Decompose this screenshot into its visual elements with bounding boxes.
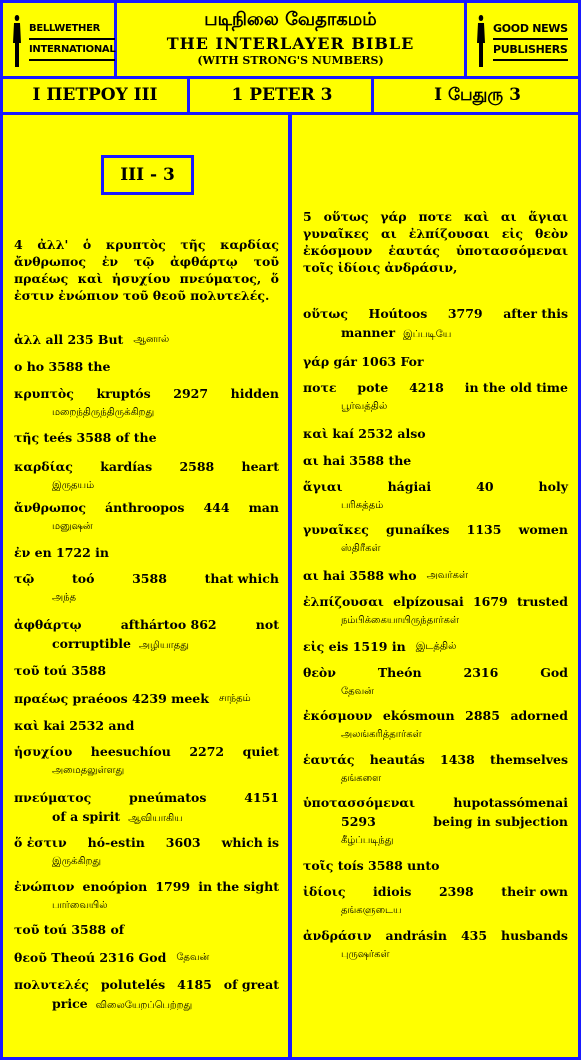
word-field: ἡσυχίου [14,744,73,759]
word-field: in the sight [198,879,279,894]
tamil-gloss: பரிசுத்தம் [341,500,384,511]
word-field: εἰς eis 1519 in [303,639,406,654]
tamil-gloss: அலங்கரித்தார்கள் [341,729,422,740]
tamil-gloss: ஸ்திரீகள் [341,543,381,554]
word-field: heart [241,459,279,474]
word-field: ἐλπίζουσαι [303,594,384,609]
left-logo-line1: BELLWETHER [29,19,115,40]
word-field: heesuchíou [90,744,171,759]
word-field: 2885 [465,708,500,723]
word-field: 3588 [132,571,167,586]
tamil-gloss: இப்படியே [403,329,452,340]
word-field: husbands [501,928,568,943]
word-field: in the old time [464,380,568,395]
title-english: THE INTERLAYER BIBLE [166,34,415,53]
book-row [3,79,578,115]
word-field: τοῦ toú 3588 of [14,922,125,937]
word-entry [303,637,568,656]
word-field: αι hai 3588 the [303,453,412,468]
word-field: πραέως praéoos 4239 meek [14,691,209,706]
word-field: καὶ kai 2532 and [14,718,135,733]
word-entry [14,384,279,422]
word-entry [303,304,568,344]
word-field: after this [503,306,568,321]
word-field: hó-estin [87,835,145,850]
word-field: ἅγιαι [303,479,343,494]
word-entry [303,750,568,788]
word-entry [303,706,568,744]
word-field: pote [357,380,389,395]
word-field: ἀφθάρτῳ [14,617,82,632]
word-field: 4151 [244,790,279,805]
word-field: themselves [489,752,568,767]
word-field: hidden [230,386,279,401]
tamil-gloss: தேவன் [341,686,374,697]
word-field: heautás [369,752,425,767]
tamil-gloss: கீழ்ப்படிந்து [341,835,394,846]
word-field: τοῦ toú 3588 [14,663,107,678]
word-field: ἐν en 1722 in [14,545,109,560]
tamil-gloss: இருதயம் [52,480,95,491]
word-entry [303,592,568,630]
meaning-continued: manner [341,325,396,340]
word-field: κρυπτὸς [14,386,74,401]
tamil-gloss: இடத்தில் [415,641,457,652]
bellwether-logo [3,3,117,79]
tamil-gloss: சாந்தம் [218,693,251,704]
word-field: women [518,522,568,537]
word-entry [303,424,568,443]
title-tamil: படிநிலை வேதாகமம் [204,9,377,30]
word-field: being in subjection [433,814,568,829]
word-field: 3779 [447,306,483,321]
word-field: γάρ gár 1063 For [303,354,424,369]
word-field: kardías [100,459,153,474]
word-entry [14,689,279,708]
word-field: ἀλλ all 235 But [14,332,124,347]
tamil-gloss: புருஷர்கள் [341,949,390,960]
word-field: hágiai [387,479,432,494]
word-field: enoópion [82,879,148,894]
word-entry [14,788,279,828]
word-field: ánthroopos [104,500,185,515]
tamil-gloss: தேவன் [176,952,210,963]
word-field: not [255,617,279,632]
word-field: ἀνδράσιν [303,928,372,943]
title-subtitle: (WITH STRONG'S NUMBERS) [197,54,384,67]
word-field: hupotassómenai [453,795,568,810]
tamil-gloss: இருக்கிறது [52,856,102,867]
tamil-gloss: ஆவியாகிய [128,813,183,824]
word-entry [14,330,279,349]
word-field: quiet [242,744,279,759]
word-entry [303,663,568,701]
verse-5-text: 5 οὕτως γάρ ποτε καὶ αι ἅγιαι γυναῖκες αι ἐλπίζουσαι εἰς θεὸν ἐκόσμουν ἑαυτάς ὑποτασσόμεναι τοῖς ἰδίοις ἀνδράσιν, [303,209,568,275]
word-entry [14,357,279,376]
word-field: θεοῦ Theoú 2316 God [14,950,167,965]
word-field: 444 [203,500,230,515]
word-field: 40 [476,479,494,494]
word-field: οὕτως [303,306,348,321]
word-entry [303,926,568,964]
tamil-gloss: தங்களுடைய [341,905,402,916]
word-field: trusted [517,594,568,609]
word-field: 2927 [173,386,209,401]
word-entry [303,352,568,371]
word-field: καὶ kaí 2532 also [303,426,426,441]
word-field: elpízousai [393,594,464,609]
word-field: polutelés [100,977,166,992]
word-entry [303,882,568,920]
word-field: God [540,665,568,680]
book-tamil: I பேதுரு 3 [434,85,521,105]
word-entry [14,615,279,655]
tamil-gloss: மனுஷன் [52,521,93,532]
word-field: ἑαυτάς [303,752,355,767]
word-field: θεὸν [303,665,336,680]
tamil-gloss: பார்வையில் [52,900,108,911]
word-entry [14,543,279,562]
word-field: gunaíkes [386,522,450,537]
word-field: idiois [373,884,412,899]
word-field: ἄνθρωπος [14,500,86,515]
word-field: 4185 [177,977,212,992]
word-field: that which [204,571,279,586]
tamil-gloss: மறைந்திருந்திருக்கிறது [52,407,155,418]
chapter-box: III - 3 [101,155,194,195]
word-field: ὅ ἐστιν [14,835,67,850]
book-greek: I ΠΕΤΡΟΥ III [3,79,190,112]
right-logo-line2: PUBLISHERS [493,40,568,61]
word-field: ἐνώπιον [14,879,75,894]
word-field: 1799 [155,879,191,894]
word-field: andrásin [385,928,447,943]
word-field: πολυτελές [14,977,89,992]
word-field: τῷ [14,571,35,586]
word-field: τοῖς toís 3588 unto [303,858,440,873]
word-field: ἰδίοις [303,884,346,899]
word-entry [303,451,568,470]
tamil-gloss: அழியாதது [138,640,189,651]
verse-4-text: 4 ἀλλ' ὁ κρυπτὸς τῆς καρδίας ἄνθρωπος ἐν τῷ ἀφθάρτῳ τοῦ πραέως καὶ ἡσυχίου πνεύματος, ὅ ἐστιν ἐνώπιον τοῦ θεοῦ πολυτελές. [14,237,279,303]
word-entry [14,948,279,967]
book-english: 1 PETER 3 [193,79,374,112]
word-field: αι hai 3588 who [303,568,417,583]
tamil-gloss: தங்களை [341,773,382,784]
figure-icon [475,13,487,69]
word-entry [14,498,279,536]
word-entry [14,457,279,495]
word-field: πνεύματος [14,790,92,805]
word-entry [14,877,279,915]
word-field: pneúmatos [129,790,207,805]
tamil-gloss: அந்த [52,592,77,603]
word-field: ἐκόσμουν [303,708,373,723]
word-entry [14,920,279,939]
word-field: 4218 [409,380,444,395]
word-field: καρδίας [14,459,73,474]
word-field: 2316 [463,665,499,680]
word-field: 5293 [341,814,376,829]
tamil-gloss: அவர்கள் [426,570,468,581]
word-field: Theón [377,665,422,680]
word-entry [303,520,568,558]
word-field: γυναῖκες [303,522,369,537]
word-field: 2272 [189,744,225,759]
column-divider [288,115,292,1057]
word-field: their own [501,884,568,899]
meaning-continued: price [52,996,88,1011]
left-logo-line2: INTERNATIONAL [29,40,115,61]
good-news-logo [464,3,578,79]
tamil-gloss: நம்பிக்கையாயிருந்தார்கள் [341,615,459,626]
word-entry [14,975,279,1015]
word-entry [14,716,279,735]
meaning-continued: of a spirit [52,809,121,824]
word-field: ποτε [303,380,337,395]
word-field: 1438 [440,752,475,767]
word-entry [303,793,568,850]
word-entry [14,661,279,680]
word-field: Hoútoos [368,306,428,321]
word-field: kruptós [96,386,151,401]
word-field: toó [71,571,95,586]
word-field: 1679 [472,594,508,609]
word-entry [14,833,279,871]
word-entry [303,566,568,585]
tamil-gloss: பூர்வத்தில் [341,401,388,412]
word-field: holy [538,479,568,494]
word-field: which is [221,835,279,850]
header-title [120,3,461,79]
word-entry [303,477,568,515]
word-field: τῆς teés 3588 of the [14,430,157,445]
figure-icon [11,13,23,69]
word-entry [14,428,279,447]
word-entry [14,742,279,780]
word-field: of great [223,977,279,992]
word-field: ο ho 3588 the [14,359,111,374]
word-field: ekósmoun [382,708,455,723]
tamil-gloss: விலையேறப்பெற்றது [95,1000,193,1011]
word-field: afthártoo 862 [120,617,217,632]
word-field: ὑποτασσόμεναι [303,795,416,810]
meaning-continued: corruptible [52,636,131,651]
word-entry [14,569,279,607]
word-field: adorned [510,708,568,723]
word-field: 1135 [466,522,502,537]
right-logo-line1: GOOD NEWS [493,19,568,40]
word-entry [303,378,568,416]
word-entry [303,856,568,875]
word-field: man [248,500,279,515]
word-field: 3603 [165,835,201,850]
word-field: 435 [460,928,488,943]
tamil-gloss: ஆனால் [133,334,170,345]
word-field: 2398 [438,884,474,899]
header [3,3,578,79]
word-field: 2588 [179,459,215,474]
tamil-gloss: அமைதலுள்ளது [52,765,125,776]
